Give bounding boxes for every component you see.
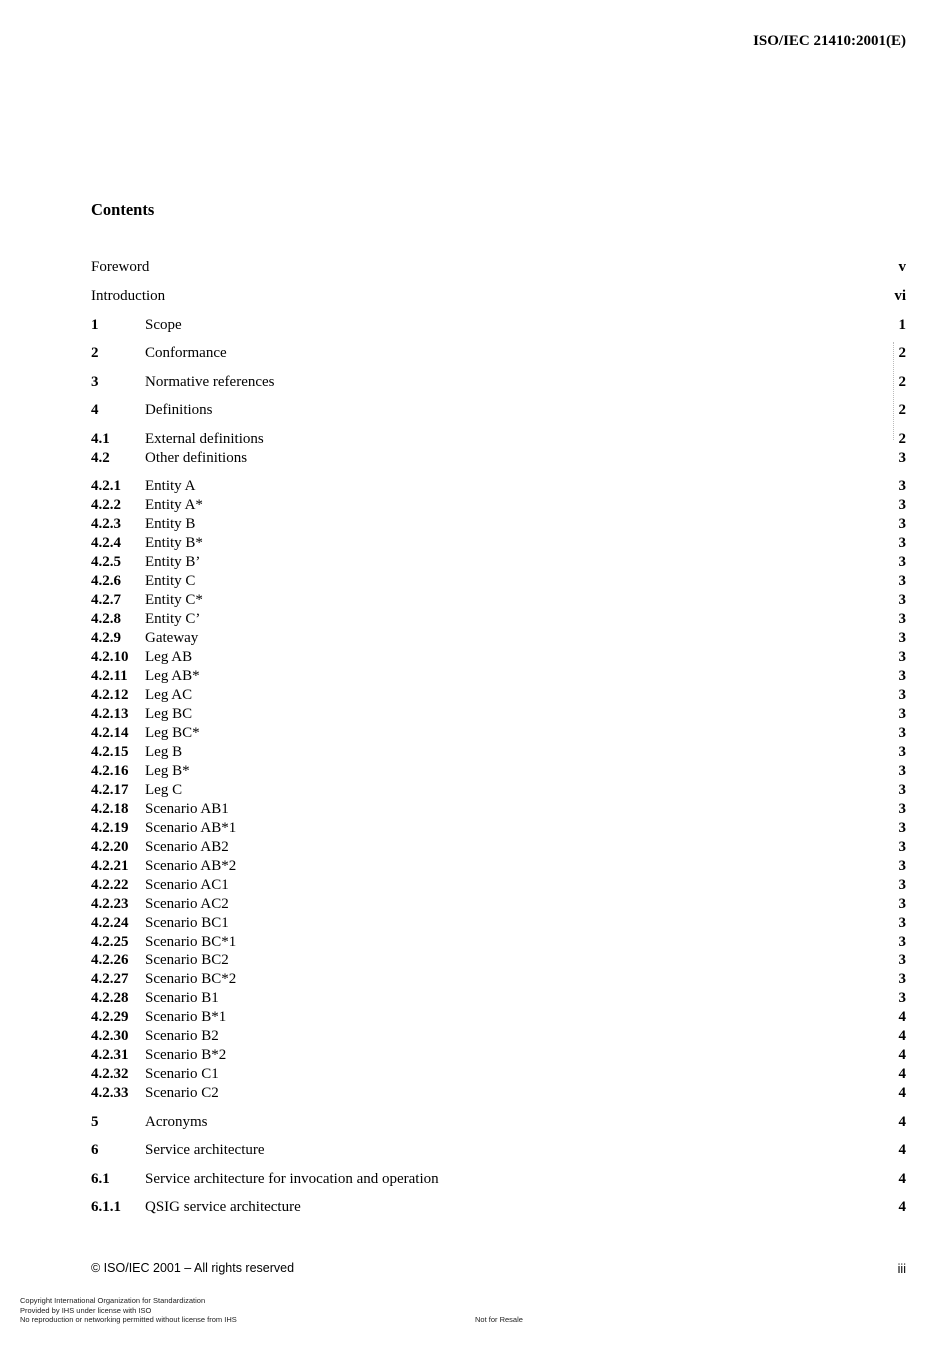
toc-entry-page: 3 xyxy=(898,687,906,703)
toc-entry-title: Entity B xyxy=(145,516,196,532)
toc-entry[interactable] xyxy=(91,316,906,335)
toc-entry-page: 3 xyxy=(898,611,906,627)
toc-entry[interactable] xyxy=(91,762,906,781)
toc-entry-page: 4 xyxy=(898,1085,906,1101)
toc-entry-page: 2 xyxy=(898,402,906,418)
toc-entry[interactable] xyxy=(91,401,906,420)
toc-entry-number: 6.1 xyxy=(91,1171,110,1187)
toc-entry[interactable] xyxy=(91,1027,906,1046)
toc-entry-number: 4.1 xyxy=(91,431,110,447)
license-line: Copyright International Organization for Standardization xyxy=(20,1296,206,1305)
toc-entry-number: 4.2.11 xyxy=(91,668,128,684)
footer-page-number: iii xyxy=(897,1262,906,1276)
toc-entry-title: Scenario AC1 xyxy=(145,877,229,893)
toc-entry-number: 4.2.25 xyxy=(91,934,129,950)
toc-entry-number: 4.2.33 xyxy=(91,1085,129,1101)
toc-entry-title: Scenario B*1 xyxy=(145,1009,227,1025)
toc-entry-page: 4 xyxy=(898,1066,906,1082)
toc-entry-number: 4.2.15 xyxy=(91,744,129,760)
toc-entry-title: Normative references xyxy=(145,374,275,390)
toc-entry[interactable] xyxy=(91,553,906,572)
toc-entry-number: 3 xyxy=(91,374,99,390)
toc-entry[interactable] xyxy=(91,970,906,989)
toc-entry-page: 2 xyxy=(898,431,906,447)
toc-entry-title: Scenario BC*2 xyxy=(145,971,237,987)
license-line: No reproduction or networking permitted without license from IHS xyxy=(20,1315,237,1324)
toc-entry-number: 4.2.22 xyxy=(91,877,129,893)
toc-entry-number: 4.2.10 xyxy=(91,649,129,665)
toc-entry-title: Acronyms xyxy=(145,1114,208,1130)
toc-entry-title: Entity A xyxy=(145,478,196,494)
toc-entry[interactable] xyxy=(91,591,906,610)
toc-entry-page: 3 xyxy=(898,801,906,817)
footer-copyright: © ISO/IEC 2001 – All rights reserved xyxy=(91,1261,295,1275)
toc-entry-title: Scenario AB*2 xyxy=(145,858,237,874)
toc-entry-number: 4.2.1 xyxy=(91,478,121,494)
toc-entry[interactable] xyxy=(91,430,906,449)
toc-entry[interactable] xyxy=(91,819,906,838)
toc-entry-title: Scenario AB1 xyxy=(145,801,229,817)
toc-entry-number: 5 xyxy=(91,1114,99,1130)
toc-entry-page: 3 xyxy=(898,763,906,779)
toc-entry-number: 4.2 xyxy=(91,450,110,466)
toc-entry-page: 3 xyxy=(898,478,906,494)
toc-entry-number: 4.2.6 xyxy=(91,573,121,589)
toc-entry-number: 4.2.23 xyxy=(91,896,129,912)
toc-entry-title: Entity C xyxy=(145,573,196,589)
toc-entry-page: 3 xyxy=(898,839,906,855)
toc-entry[interactable] xyxy=(91,686,906,705)
toc-entry-number: 4.2.4 xyxy=(91,535,121,551)
toc-entry-number: 4.2.2 xyxy=(91,497,121,513)
toc-entry-title: Entity A* xyxy=(145,497,203,513)
toc-entry-title: QSIG service architecture xyxy=(145,1199,301,1215)
toc-entry[interactable] xyxy=(91,449,906,468)
not-for-resale-notice: Not for Resale xyxy=(475,1315,523,1324)
toc-entry-page: 3 xyxy=(898,450,906,466)
toc-entry[interactable] xyxy=(91,534,906,553)
toc-entry-title: Scenario C2 xyxy=(145,1085,219,1101)
toc-entry[interactable] xyxy=(91,1113,906,1132)
toc-entry-page: 3 xyxy=(898,782,906,798)
toc-entry-number: 4.2.24 xyxy=(91,915,129,931)
toc-entry[interactable] xyxy=(91,1008,906,1027)
toc-entry-page: 3 xyxy=(898,990,906,1006)
toc-entry-title: External definitions xyxy=(145,431,264,447)
toc-entry-page: 3 xyxy=(898,630,906,646)
toc-entry-page: 3 xyxy=(898,554,906,570)
toc-entry[interactable] xyxy=(91,287,906,306)
toc-entry-number: 4.2.32 xyxy=(91,1066,129,1082)
toc-entry-page: 3 xyxy=(898,573,906,589)
toc-entry-title: Scenario AB*1 xyxy=(145,820,237,836)
toc-entry-page: 3 xyxy=(898,649,906,665)
toc-entry-number: 4.2.16 xyxy=(91,763,129,779)
toc-entry-title: Leg BC* xyxy=(145,725,200,741)
toc-entry-title: Entity C’ xyxy=(145,611,201,627)
toc-entry-title: Entity B’ xyxy=(145,554,201,570)
toc-entry[interactable] xyxy=(91,1198,906,1217)
toc-entry-page: 3 xyxy=(898,668,906,684)
toc-entry-page: 3 xyxy=(898,915,906,931)
toc-entry-title: Leg B* xyxy=(145,763,190,779)
toc-entry[interactable] xyxy=(91,373,906,392)
document-id: ISO/IEC 21410:2001(E) xyxy=(753,33,906,49)
toc-entry-number: 4.2.8 xyxy=(91,611,121,627)
toc-entry-number: 1 xyxy=(91,317,99,333)
toc-entry-page: 3 xyxy=(898,535,906,551)
toc-entry[interactable] xyxy=(91,781,906,800)
toc-entry-title: Scenario B1 xyxy=(145,990,219,1006)
toc-entry[interactable] xyxy=(91,1065,906,1084)
toc-entry-title: Introduction xyxy=(91,288,166,304)
toc-entry[interactable] xyxy=(91,344,906,363)
toc-entry-page: 4 xyxy=(898,1009,906,1025)
dotted-leader-mark xyxy=(893,342,894,440)
toc-entry-number: 2 xyxy=(91,345,99,361)
toc-entry-title: Scenario B*2 xyxy=(145,1047,227,1063)
toc-entry[interactable] xyxy=(91,800,906,819)
toc-entry[interactable] xyxy=(91,951,906,970)
toc-entry-title: Entity C* xyxy=(145,592,203,608)
toc-entry[interactable] xyxy=(91,1084,906,1103)
toc-entry-number: 4.2.13 xyxy=(91,706,129,722)
toc-entry[interactable] xyxy=(91,989,906,1008)
toc-entry-page: 3 xyxy=(898,877,906,893)
toc-entry-title: Leg C xyxy=(145,782,183,798)
toc-entry-title: Scenario BC*1 xyxy=(145,934,237,950)
toc-entry[interactable] xyxy=(91,1046,906,1065)
toc-entry-number: 4.2.9 xyxy=(91,630,121,646)
toc-entry-page: 3 xyxy=(898,952,906,968)
toc-entry-number: 4.2.7 xyxy=(91,592,121,608)
toc-entry-number: 4.2.26 xyxy=(91,952,129,968)
toc-entry[interactable] xyxy=(91,1170,906,1189)
toc-entry-page: 4 xyxy=(898,1171,906,1187)
toc-entry-title: Service architecture xyxy=(145,1142,265,1158)
toc-entry-title: Foreword xyxy=(91,259,150,275)
toc-entry[interactable] xyxy=(91,724,906,743)
toc-entry[interactable] xyxy=(91,743,906,762)
toc-entry-number: 4.2.18 xyxy=(91,801,129,817)
toc-entry-page: v xyxy=(898,259,906,275)
toc-entry-number: 4.2.20 xyxy=(91,839,129,855)
toc-entry-number: 6.1.1 xyxy=(91,1199,121,1215)
toc-entry-page: 3 xyxy=(898,725,906,741)
toc-entry-page: 3 xyxy=(898,858,906,874)
contents-heading: Contents xyxy=(91,200,155,219)
toc-entry-page: vi xyxy=(894,288,906,304)
license-line: Provided by IHS under license with ISO xyxy=(20,1305,152,1315)
toc-entry-page: 4 xyxy=(898,1142,906,1158)
toc-entry-number: 4.2.3 xyxy=(91,516,121,532)
toc-entry-page: 4 xyxy=(898,1199,906,1215)
toc-entry-page: 3 xyxy=(898,516,906,532)
toc-entry-number: 4.2.21 xyxy=(91,858,129,874)
toc-entry-number: 4.2.28 xyxy=(91,990,129,1006)
toc-entry[interactable] xyxy=(91,515,906,534)
toc-entry-number: 6 xyxy=(91,1142,99,1158)
toc-entry[interactable] xyxy=(91,914,906,933)
toc-entry-title: Leg B xyxy=(145,744,183,760)
toc-entry-title: Scenario B2 xyxy=(145,1028,219,1044)
toc-entry[interactable] xyxy=(91,667,906,686)
toc-entry-title: Conformance xyxy=(145,345,227,361)
toc-entry-page: 3 xyxy=(898,497,906,513)
toc-entry-number: 4.2.31 xyxy=(91,1047,129,1063)
toc-entry-page: 3 xyxy=(898,706,906,722)
toc-entry-number: 4.2.17 xyxy=(91,782,129,798)
toc-entry-title: Leg AB* xyxy=(145,668,200,684)
toc-entry-title: Entity B* xyxy=(145,535,203,551)
toc-entry[interactable] xyxy=(91,572,906,591)
toc-entry-page: 1 xyxy=(898,317,906,333)
toc-entry-page: 2 xyxy=(898,345,906,361)
toc-entry-title: Scenario AC2 xyxy=(145,896,229,912)
toc-entry[interactable] xyxy=(91,477,906,496)
toc-entry-title: Definitions xyxy=(145,402,213,418)
toc-entry[interactable] xyxy=(91,876,906,895)
toc-entry[interactable] xyxy=(91,933,906,952)
toc-entry-title: Other definitions xyxy=(145,450,248,466)
toc-entry[interactable] xyxy=(91,258,906,277)
toc-entry[interactable] xyxy=(91,648,906,667)
toc-entry-number: 4.2.30 xyxy=(91,1028,129,1044)
toc-entry-page: 4 xyxy=(898,1047,906,1063)
toc-entry-title: Leg BC xyxy=(145,706,193,722)
toc-entry[interactable] xyxy=(91,1141,906,1160)
toc-entry[interactable] xyxy=(91,895,906,914)
toc-entry-title: Scenario BC1 xyxy=(145,915,229,931)
toc-entry[interactable] xyxy=(91,838,906,857)
toc-entry-number: 4.2.27 xyxy=(91,971,129,987)
toc-entry-page: 3 xyxy=(898,896,906,912)
toc-entry-page: 3 xyxy=(898,934,906,950)
toc-entry-title: Leg AC xyxy=(145,687,193,703)
license-notice xyxy=(20,1296,237,1325)
toc-entry-title: Scope xyxy=(145,317,182,333)
toc-entry[interactable] xyxy=(91,610,906,629)
toc-entry-number: 4.2.29 xyxy=(91,1009,129,1025)
toc-entry-number: 4 xyxy=(91,402,99,418)
toc-entry-title: Scenario AB2 xyxy=(145,839,229,855)
toc-entry-title: Service architecture for invocation and operation xyxy=(145,1171,439,1187)
toc-entry-number: 4.2.19 xyxy=(91,820,129,836)
toc-entry-page: 3 xyxy=(898,744,906,760)
toc-entry-number: 4.2.5 xyxy=(91,554,121,570)
toc-entry-title: Leg AB xyxy=(145,649,193,665)
toc-entry-page: 3 xyxy=(898,592,906,608)
toc-entry-title: Scenario C1 xyxy=(145,1066,219,1082)
toc-entry-number: 4.2.12 xyxy=(91,687,129,703)
toc-entry[interactable] xyxy=(91,629,906,648)
toc-entry-page: 2 xyxy=(898,374,906,390)
toc-entry-page: 4 xyxy=(898,1028,906,1044)
toc-entry-page: 3 xyxy=(898,820,906,836)
toc-entry[interactable] xyxy=(91,857,906,876)
toc-entry[interactable] xyxy=(91,496,906,515)
toc-entry-number: 4.2.14 xyxy=(91,725,129,741)
toc-entry[interactable] xyxy=(91,705,906,724)
toc-entry-page: 4 xyxy=(898,1114,906,1130)
toc-entry-title: Scenario BC2 xyxy=(145,952,229,968)
toc-entry-title: Gateway xyxy=(145,630,199,646)
toc-entry-page: 3 xyxy=(898,971,906,987)
